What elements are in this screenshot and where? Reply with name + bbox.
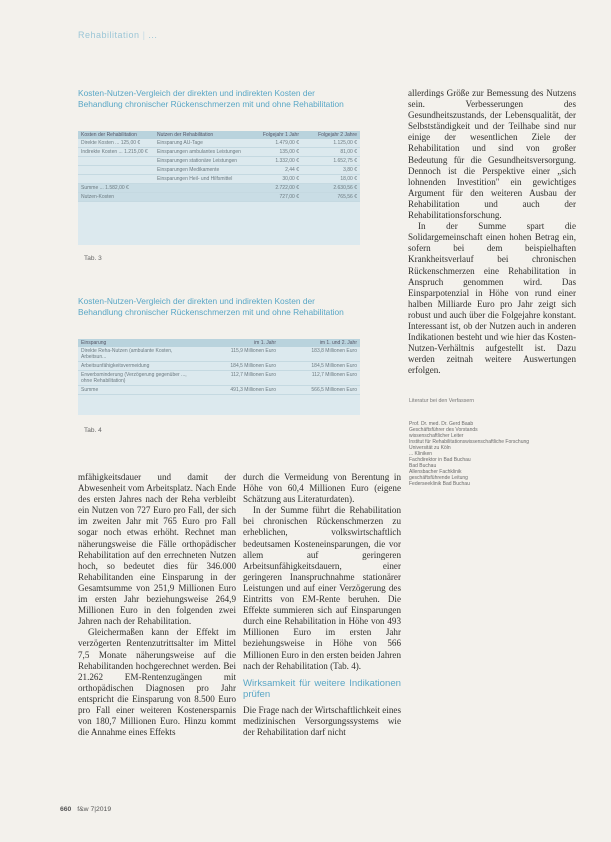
author-line: Bad Buchau <box>409 463 437 469</box>
author-line: ... Kliniken <box>409 451 433 457</box>
table3 <box>78 131 360 245</box>
table4-table-cell: 112,7 Millionen Euro <box>230 372 276 378</box>
author-line: Geschäftsführer des Vorstands <box>409 427 478 433</box>
table4-table-cell: 112,7 Millionen Euro <box>311 372 357 378</box>
table4-header-cell: Einsparung <box>81 340 107 346</box>
table3-table-cell: Einsparungen Heil- und Hilfsmittel <box>157 176 233 182</box>
table3-table-row <box>78 184 360 193</box>
running-head-sub: ... <box>148 30 158 40</box>
table3-table-cell: 2.722,00 € <box>275 185 299 191</box>
left-col-paragraph-1: mfähigkeitsdauer und damit der Abwesenheit vom Arbeitsplatz. Nach Ende des ersten Jahres nach der Reha verbleibt ein Nutzen von 727 Euro pro Fall, der sich im zweiten Jahr mit 765 Euro pro Fall sogar noch etwas erhöht. Rechnet man näherungsweise die Fälle orthopädischer Rehabilitation auf den errechneten Nutzen hoch, so bedeutet dies für 346.000 Rehabilitanden eine Einsparung in der Gesamtsumme von 251,9 Millionen Euro im ersten Jahr beziehungsweise 264,9 Millionen Euro in den folgenden zwei Jahren nach der Rehabilitation. <box>78 472 236 627</box>
table3-label: Tab. 3 <box>84 255 102 262</box>
table4-table-cell: Erwerbsminderung (Verzögerung gegenüber ..., ohne Rehabilitation) <box>81 372 187 384</box>
mid-col-paragraph-3: Die Frage nach der Wirtschaftlichkeit eines medizinischen Versorgungssystems wie der Rehabilitation darf nicht <box>243 704 401 737</box>
author-line: Universität zu Köln <box>409 445 451 451</box>
table3-table-cell: Einsparungen stationäre Leistungen <box>157 158 238 164</box>
right-col-paragraph-2: In der Summe spart die Solidargemeinschaft einen hohen Betrag ein, sofern bei dem beispielhaften Krankheitsverlauf bei chronischen Rückenschmerzen eine Rehabilitation in Anspruch genommen wird. Das Einsparpotenzial in Höhe von rund einer halben Milliarde Euro pro Jahr zeigt sich robust und auch über die Folgejahre konstant. Interessant ist, ob der Nutzen auch in anderen Indikationen besteht und wie hier das Kosten-Nutzen-Verhältnis aufgestellt ist. Dazu werden zeitnah weitere Auswertungen erfolgen. <box>408 221 576 376</box>
table4-table-cell: 491,3 Millionen Euro <box>230 387 276 393</box>
table3-table-cell: Einsparung AU-Tage <box>157 140 203 146</box>
table4-table-cell: Arbeitsunfähigkeitsvermeidung <box>81 363 150 369</box>
table3-table-cell: 18,00 € <box>340 176 357 182</box>
table4-table-cell: 184,5 Millionen Euro <box>311 363 357 369</box>
table4-header-cell: im 1. und 2. Jahr <box>319 340 357 346</box>
mid-col-paragraph-2: In der Summe führt die Rehabilitation bei chronischen Rückenschmerzen zu erheblichen, volkswirtschaftlich bedeutsamen Kosteneinsparungen, die vor allem auf geringeren Arbeitsunfähigkeitsdauern, einer geringeren Inanspruchnahme stationärer Leistungen und auf einer Verzögerung des Eintritts von EM-Rente beruhen. Die Effekte summieren sich auf Einsparungen durch eine Rehabilitation in Höhe von 493 Millionen Euro im ersten Jahr beziehungsweise in Höhe von 566 Millionen Euro in den ersten beiden Jahren nach der Rehabilitation (Tab. 4). <box>243 505 401 671</box>
author-block <box>409 421 559 487</box>
table3-table-cell: 765,56 € <box>337 194 357 200</box>
table4-table-row <box>78 347 360 362</box>
table3-header-row <box>78 131 360 139</box>
table3-table-row <box>78 193 360 202</box>
page-number: 660 <box>60 806 72 813</box>
table3-table-cell: Direkte Kosten ... 125,00 € <box>81 140 141 146</box>
table3-header-cell: Nutzen der Rehabilitation <box>157 132 214 138</box>
table4-title: Kosten-Nutzen-Vergleich der direkten und indirekten Kosten der Behandlung chronischer Rückenschmerzen mit und ohne Rehabilitation <box>78 296 344 317</box>
table4-header-row <box>78 339 360 347</box>
running-head: Rehabilitation | ... <box>78 30 158 40</box>
table3-table-row <box>78 148 360 157</box>
table4-table-cell: Summe <box>81 387 99 393</box>
left-column <box>78 472 236 738</box>
table3-table-cell: Summe ... 1.582,00 € <box>81 185 129 191</box>
table4-table-cell: 566,5 Millionen Euro <box>311 387 357 393</box>
author-line: Federseeklinik Bad Buchau <box>409 481 470 487</box>
right-column <box>408 88 576 376</box>
middle-column <box>243 472 401 738</box>
table3-table-cell: 3,80 € <box>343 167 357 173</box>
table3-table-row <box>78 139 360 148</box>
author-line: Prof. Dr. med. Dr. Gerd Baab <box>409 421 474 427</box>
table4-table-cell: Direkte Reha-Nutzen (ambulante Kosten, Arbeitsun... <box>81 348 173 360</box>
right-col-paragraph-1: allerdings Größe zur Bemessung des Nutzens sein. Verbesserungen des Gesundheitszustands, der Lebensqualität, der Selbstständigkeit und der Teilhabe sind nur einige der wesentlichen Ziele der Rehabilitation und sind von großer Bedeutung für die Gesundheitsversorgung. Dennoch ist die Perspektive einer „sich lohnenden Investition" ein gewichtiges Argument für den weiteren Ausbau der Rehabilitation und auch der Rehabilitationsforschung. <box>408 88 576 221</box>
issue-label: f&w 7|2019 <box>77 806 112 813</box>
table4-table-cell: 183,8 Millionen Euro <box>311 348 357 354</box>
author-line: wissenschaftlicher Leiter <box>409 433 464 439</box>
table3-table-cell: 2,44 € <box>285 167 299 173</box>
table3-table-cell: 2.630,56 € <box>333 185 357 191</box>
table3-table-cell: Einsparungen ambulantes Leistungen <box>157 149 241 155</box>
table3-table-row <box>78 175 360 184</box>
table3-table-cell: 30,00 € <box>282 176 299 182</box>
table3-header-cell: Folgejahr 1 Jahr <box>262 132 299 138</box>
table4-header-cell: im 1. Jahr <box>254 340 276 346</box>
mid-col-paragraph-1: durch die Vermeidung von Berentung in Höhe von 60,4 Millionen Euro (eigene Schätzung aus Literaturdaten). <box>243 472 401 505</box>
author-line: geschäftsführende Leitung <box>409 475 468 481</box>
table3-header-cell: Folgejahr 2 Jahre <box>318 132 357 138</box>
table4-table-row <box>78 371 360 386</box>
table3-table-cell: 1.479,00 € <box>275 140 299 146</box>
table3-header-cell: Kosten der Rehabilitation <box>81 132 137 138</box>
table4-table-row <box>78 362 360 371</box>
left-col-paragraph-2: Gleichermaßen kann der Effekt im verzögerten Rentenzutrittsalter im Mittel 7,5 Monate näherungsweise auf die Rehabilitanden hochgerechnet werden. Bei 21.262 EM-Rentenzugängen mit orthopädischen Diagnosen pro Jahr entspricht die Einsparung von 8.500 Euro pro Fall einer weiteren Kostenersparnis von 180,7 Millionen Euro. Hinzu kommt die Annahme eines Effekts <box>78 627 236 738</box>
table3-table-cell: 1.652,75 € <box>333 158 357 164</box>
table3-table-cell: 727,00 € <box>279 194 299 200</box>
table4-label: Tab. 4 <box>84 427 102 434</box>
author-line: Allensbacher Fachklinik <box>409 469 462 475</box>
table4-table-cell: 115,9 Millionen Euro <box>230 348 276 354</box>
page-footer <box>60 806 111 813</box>
table3-table-cell: Indirekte Kosten ... 1.215,00 € <box>81 149 148 155</box>
author-line: Fachdirektor in Bad Buchau <box>409 457 471 463</box>
table3-table-cell: 81,00 € <box>340 149 357 155</box>
table4 <box>78 339 360 415</box>
table3-table-row <box>78 157 360 166</box>
table3-table-row <box>78 166 360 175</box>
table3-title: Kosten-Nutzen-Vergleich der direkten und indirekten Kosten der Behandlung chronischer Rückenschmerzen mit und ohne Rehabilitation <box>78 88 344 109</box>
running-head-section: Rehabilitation <box>78 30 140 40</box>
section-subhead: Wirksamkeit für weitere Indikationen prüfen <box>243 677 401 701</box>
table3-table-cell: 1.332,00 € <box>275 158 299 164</box>
table4-table-row <box>78 386 360 395</box>
table3-table-cell: Nutzen-Kosten <box>81 194 115 200</box>
table4-table-cell: 184,5 Millionen Euro <box>230 363 276 369</box>
table3-table-cell: 1.125,00 € <box>333 140 357 146</box>
source-note: Literatur bei den Verfassern <box>409 398 475 404</box>
table3-table-cell: Einsparungen Medikamente <box>157 167 220 173</box>
table3-table-cell: 135,00 € <box>279 149 299 155</box>
author-line: Institut für Rehabilitationswissenschaftliche Forschung <box>409 439 530 445</box>
